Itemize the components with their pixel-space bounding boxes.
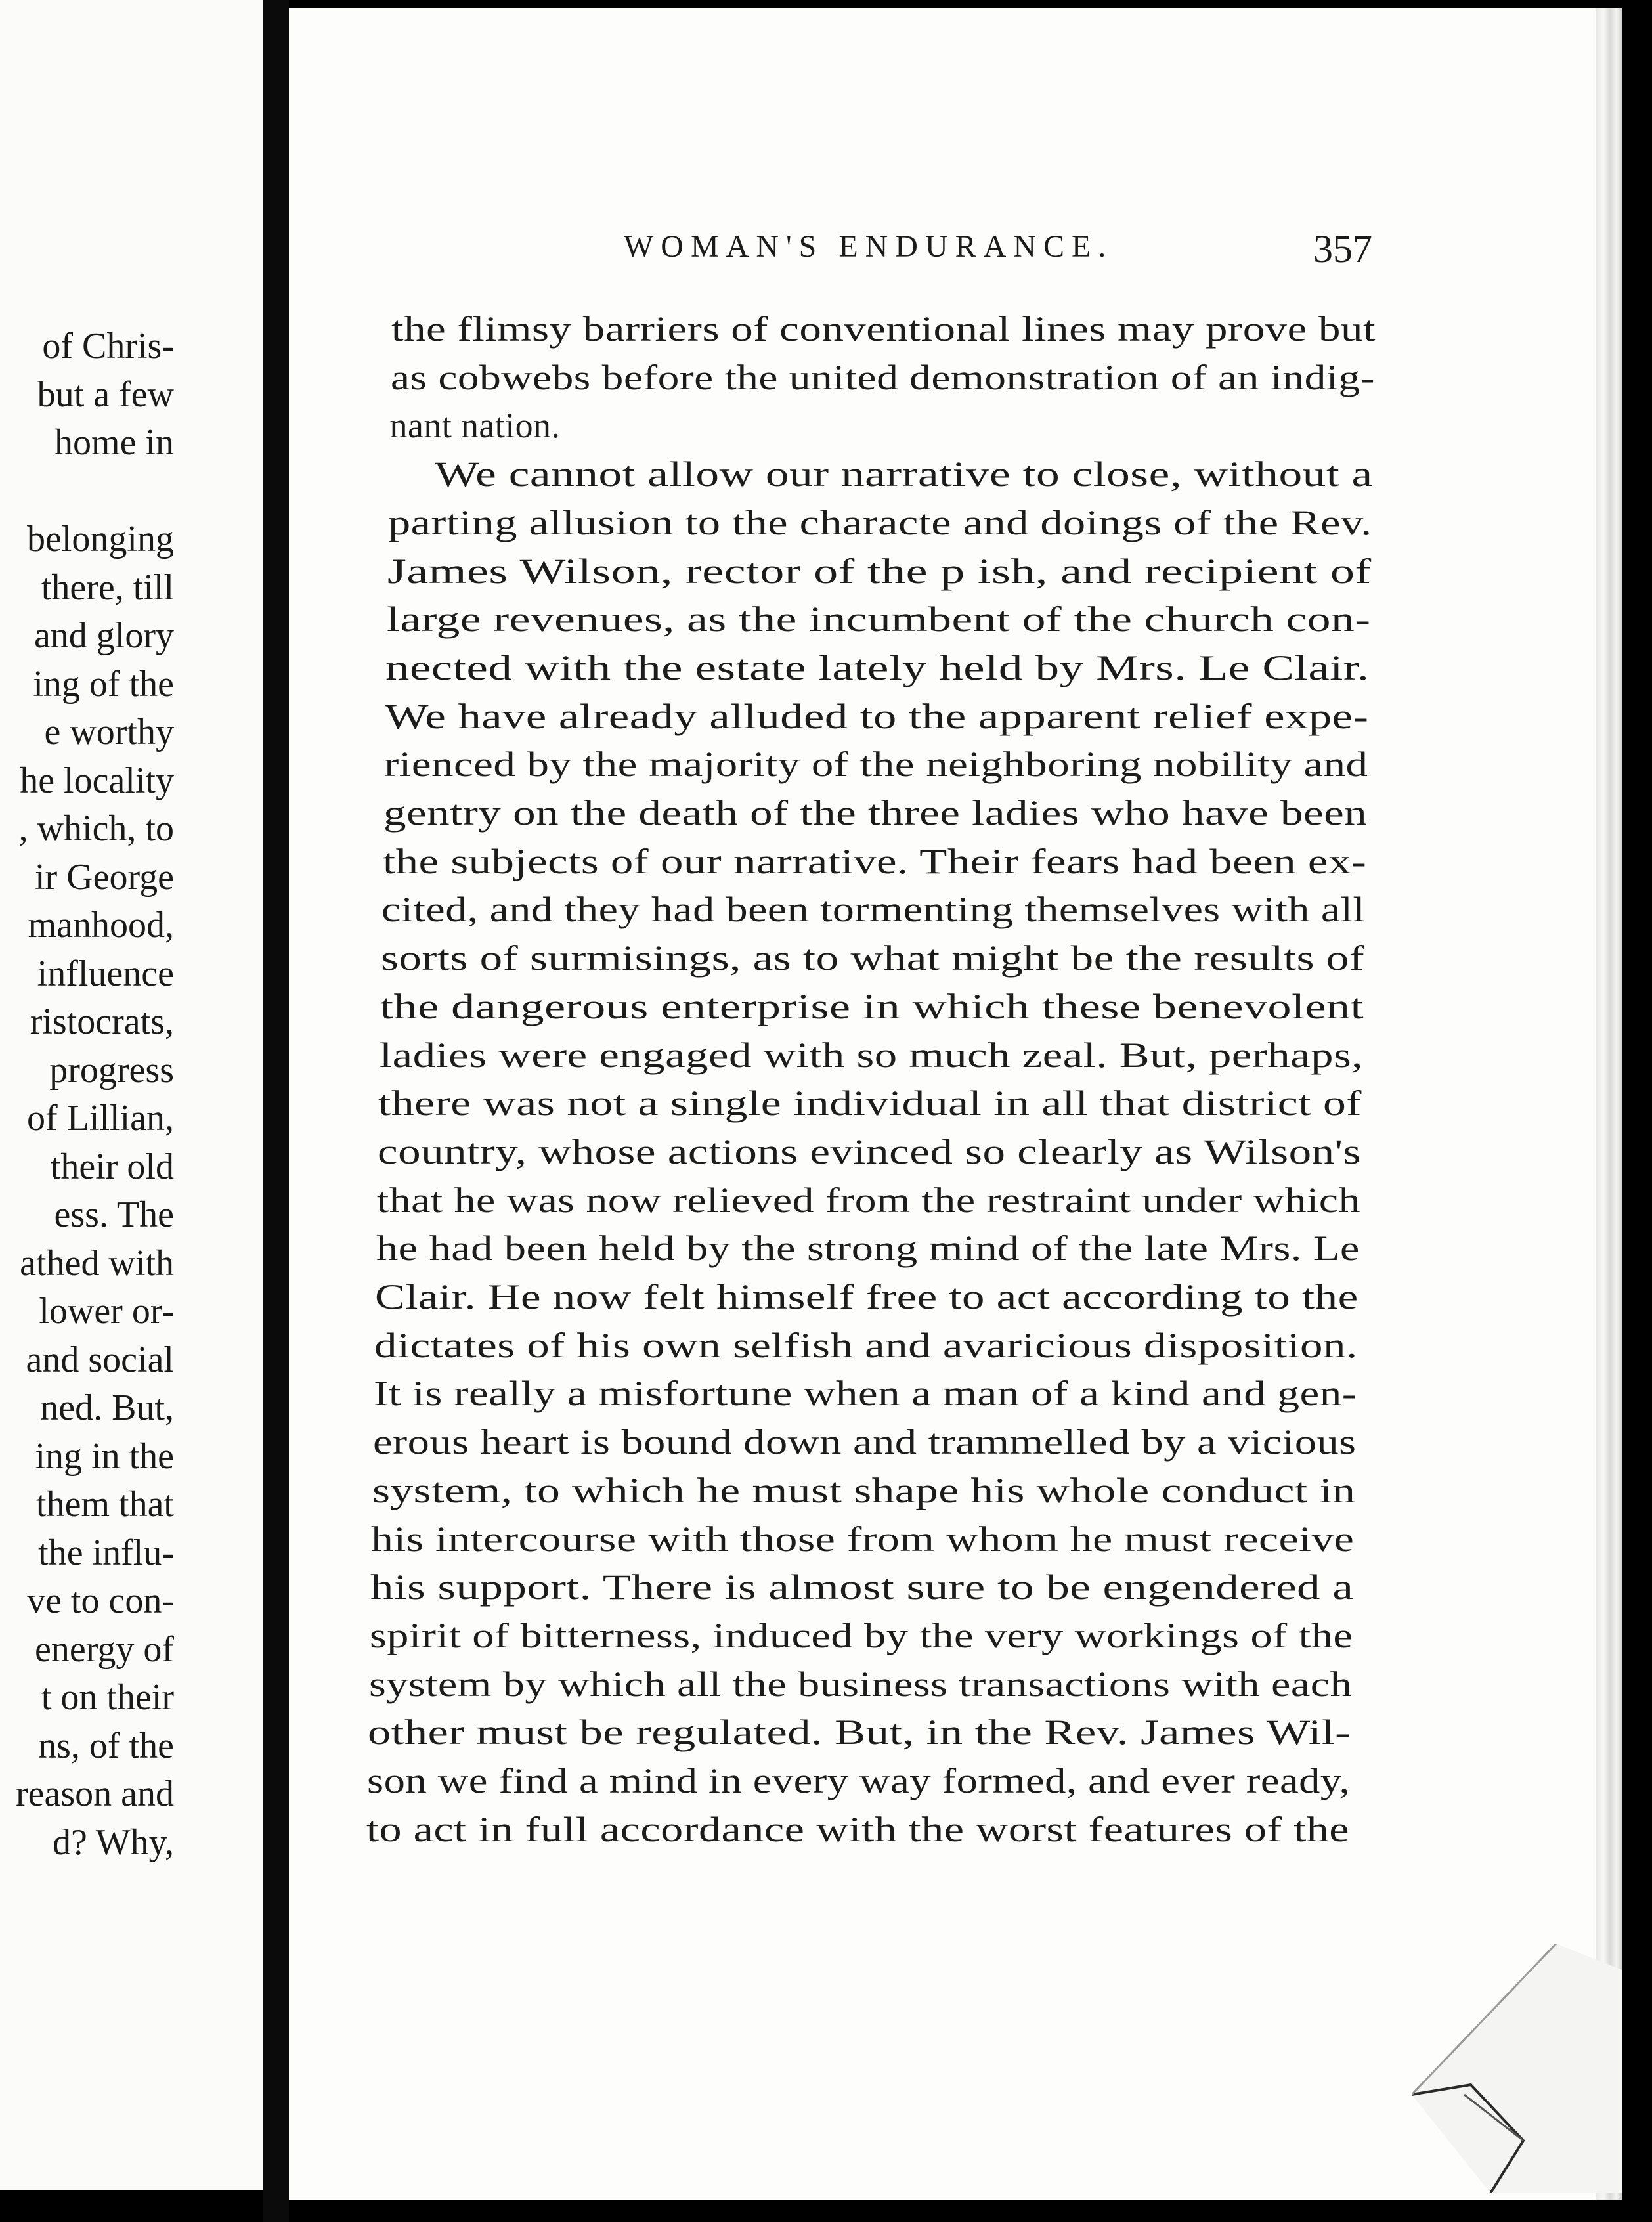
text-line: as cobwebs before the united demonstration of an indig-: [390, 357, 1375, 397]
text-line: James Wilson, rector of the p ish, and recipient of: [387, 551, 1372, 591]
text-line: erous heart is bound down and trammelled by a vicious: [372, 1422, 1357, 1462]
left-page-line: influence: [37, 953, 174, 994]
running-head: WOMAN'S ENDURANCE.: [624, 229, 1114, 264]
text-line: the flimsy barriers of conventional lines may prove but: [391, 309, 1376, 349]
left-page-line: there, till: [41, 567, 174, 608]
left-page-line: them that: [36, 1484, 174, 1525]
left-page-line: but a few: [37, 374, 174, 415]
text-line: country, whose actions evinced so clearly as Wilson's: [378, 1131, 1362, 1171]
text-line: nected with the estate lately held by Mrs. Le Clair.: [385, 647, 1370, 687]
text-line: his intercourse with those from whom he must receive: [371, 1519, 1355, 1559]
left-page-line: and glory: [33, 615, 174, 656]
page-number: 357: [1313, 227, 1372, 271]
text-line: system, to which he must shape his whole conduct in: [372, 1470, 1356, 1510]
text-line: to act in full accordance with the worst features of the: [366, 1809, 1350, 1849]
left-page-line: lower or-: [39, 1291, 174, 1332]
text-line: the subjects of our narrative. Their fears had been ex-: [382, 841, 1366, 881]
left-page-line: ing of the: [33, 663, 174, 705]
text-line: that he was now relieved from the restraint under which: [376, 1180, 1360, 1220]
text-line: cited, and they had been tormenting themselves with all: [381, 890, 1366, 930]
text-line: large revenues, as the incumbent of the church con-: [386, 599, 1371, 640]
text-line: the dangerous enterprise in which these benevolent: [380, 986, 1364, 1026]
text-line: We have already alluded to the apparent relief expe-: [385, 696, 1369, 736]
text-line: dictates of his own selfish and avaricious disposition.: [374, 1325, 1358, 1365]
left-page-line: of Chris-: [42, 326, 174, 366]
paragraph-start-line: We cannot allow our narrative to close, without a: [435, 454, 1374, 494]
left-page-line: ing in the: [35, 1435, 174, 1477]
text-line: his support. There is almost sure to be engendered a: [370, 1567, 1354, 1607]
text-line: rienced by the majority of the neighboring nobility and: [383, 745, 1368, 785]
text-line: there was not a single individual in all that district of: [378, 1083, 1362, 1123]
text-line: parting allusion to the characte and doings of the Rev.: [388, 502, 1372, 542]
text-line: Clair. He now felt himself free to act according to the: [375, 1277, 1359, 1317]
left-page-line: home in: [54, 422, 174, 463]
left-page-line: athed with: [20, 1242, 174, 1284]
folded-corner: [1412, 1944, 1622, 2193]
text-line: spirit of bitterness, induced by the very workings of the: [369, 1615, 1353, 1655]
text-line: son we find a mind in every way formed, and ever ready,: [367, 1761, 1351, 1800]
text-line: system by which all the business transactions with each: [368, 1664, 1352, 1704]
left-page-line: e worthy: [44, 712, 174, 752]
left-page-line: belonging: [27, 519, 174, 559]
text-line: he had been held by the strong mind of the late Mrs. Le: [376, 1229, 1360, 1269]
left-page-line: the influ-: [38, 1532, 174, 1573]
text-line: gentry on the death of the three ladies who have been: [383, 793, 1368, 833]
left-page-line: ristocrats,: [30, 1001, 174, 1042]
text-line: nant nation.: [389, 406, 561, 446]
left-page-line: manhood,: [28, 905, 174, 946]
left-page-line: energy of: [35, 1628, 174, 1670]
text-line: other must be regulated. But, in the Rev. James Wil-: [368, 1712, 1351, 1753]
left-page-line: ve to con-: [27, 1580, 174, 1621]
left-page-line: d? Why,: [52, 1821, 174, 1863]
left-page-line: ned. But,: [40, 1387, 174, 1428]
left-page-line: their old: [50, 1146, 174, 1187]
text-line: It is really a misfortune when a man of a kind and gen-: [374, 1374, 1357, 1414]
left-page-line: ess. The: [54, 1194, 174, 1235]
text-line: ladies were engaged with so much zeal. But, perhaps,: [379, 1035, 1363, 1075]
text-line: sorts of surmisings, as to what might be the results of: [381, 938, 1365, 978]
left-page-line: and social: [26, 1339, 174, 1380]
left-page-line: of Lillian,: [27, 1098, 174, 1139]
left-page-line: t on their: [41, 1677, 174, 1718]
left-page-line: progress: [49, 1049, 174, 1091]
left-page-line: he locality: [20, 760, 174, 801]
left-page-line: reason and: [15, 1774, 174, 1814]
left-page-line: ns, of the: [38, 1725, 174, 1766]
left-page-line: ir George: [35, 856, 174, 898]
left-page-line: , which, to: [18, 808, 174, 849]
